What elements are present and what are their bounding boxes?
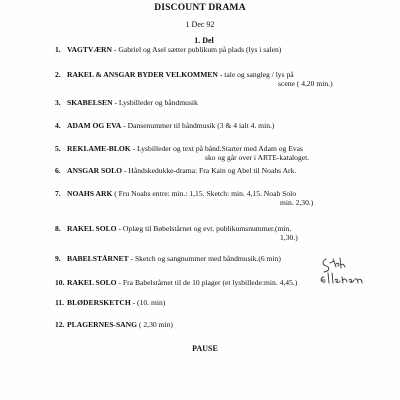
document-title: DISCOUNT DRAMA <box>154 3 246 13</box>
item-description-continued: 1,30.) <box>280 233 298 242</box>
item-heading: ANSGAR SOLO <box>67 166 123 175</box>
item-description: ( 2,30 min) <box>137 320 173 329</box>
item-heading: BLØDERSKETCH <box>67 298 131 307</box>
program-item-9 <box>55 254 355 263</box>
item-description-continued: sko og går over i ARTE-kataloget. <box>205 153 310 162</box>
item-heading: RAKEL SOLO <box>67 278 117 287</box>
program-item-2 <box>55 70 355 88</box>
item-number: 5. <box>55 144 61 153</box>
item-description: - Gabriel og Asel sætter publikum på plads (lys i salen) <box>112 45 282 54</box>
item-number: 1. <box>55 45 61 54</box>
item-heading: RAKEL SOLO <box>67 224 117 233</box>
item-number: 4. <box>55 121 61 130</box>
item-description: - Oplæg til Bøbelstårnet og evt. publikumsnummer.(min. <box>116 224 292 233</box>
program-item-1 <box>55 45 355 54</box>
item-number: 7. <box>55 189 61 198</box>
item-heading: SKABELSEN <box>67 98 113 107</box>
item-description: - Lysbilleder og båndmusik <box>112 98 198 107</box>
item-heading: VAGTVÆRN <box>67 45 113 54</box>
item-description: - Håndskedukke-drama: Fra Kain og Abel til Noahs Ark. <box>122 166 297 175</box>
document-date: 1 Dec 92 <box>185 20 215 29</box>
item-description: - Fra Babelstårnet til de 10 plager (et lysbillede:min. 4,45.) <box>116 278 298 287</box>
program-item-7 <box>55 189 355 207</box>
item-description: - tale og sangleg / lys på <box>217 70 294 79</box>
item-description: - Sketch og sangnummer med båndmusik.(6 min) <box>128 254 281 263</box>
pause-label: PAUSE <box>192 344 218 353</box>
program-item-5 <box>55 144 355 162</box>
program-item-4 <box>55 121 355 130</box>
item-description-continued: min. 2,30.) <box>280 198 314 207</box>
item-heading: REKLAME-BLOK <box>67 144 131 153</box>
item-description-continued: scene ( 4,20 min.) <box>278 79 333 88</box>
program-item-3 <box>55 98 355 107</box>
item-heading: NOAHS ARK <box>67 189 113 198</box>
item-heading: BABELSTÅRNET <box>67 254 129 263</box>
item-description: - Lysbilleder og text på bånd.Starter med Adam og Evas <box>130 144 304 153</box>
item-heading: ADAM OG EVA <box>67 121 122 130</box>
program-item-11 <box>55 298 355 307</box>
item-description: - Dansenummer til båndmusik (3 & 4 ialt 4. min.) <box>121 121 275 130</box>
item-number: 2. <box>55 70 61 79</box>
item-heading: PLAGERNES-SANG <box>67 320 138 329</box>
program-item-10 <box>55 278 355 287</box>
item-number: 10. <box>55 278 65 287</box>
part-heading: 1. Del <box>194 36 214 45</box>
item-description: ( Fru Noahs entre: min.: 1,15. Sketch: min. 4,15. Noah Solo <box>112 189 297 198</box>
item-number: 9. <box>55 254 61 263</box>
item-heading: RAKEL & ANSGAR BYDER VELKOMMEN <box>67 70 218 79</box>
item-number: 8. <box>55 224 61 233</box>
item-number: 12. <box>55 320 65 329</box>
item-description: - (10. min) <box>130 298 166 307</box>
item-number: 3. <box>55 98 61 107</box>
item-number: 11. <box>55 298 65 307</box>
item-number: 6. <box>55 166 61 175</box>
program-item-12 <box>55 320 355 329</box>
program-item-6 <box>55 166 355 175</box>
handwritten-note <box>318 255 366 287</box>
program-item-8 <box>55 224 355 242</box>
